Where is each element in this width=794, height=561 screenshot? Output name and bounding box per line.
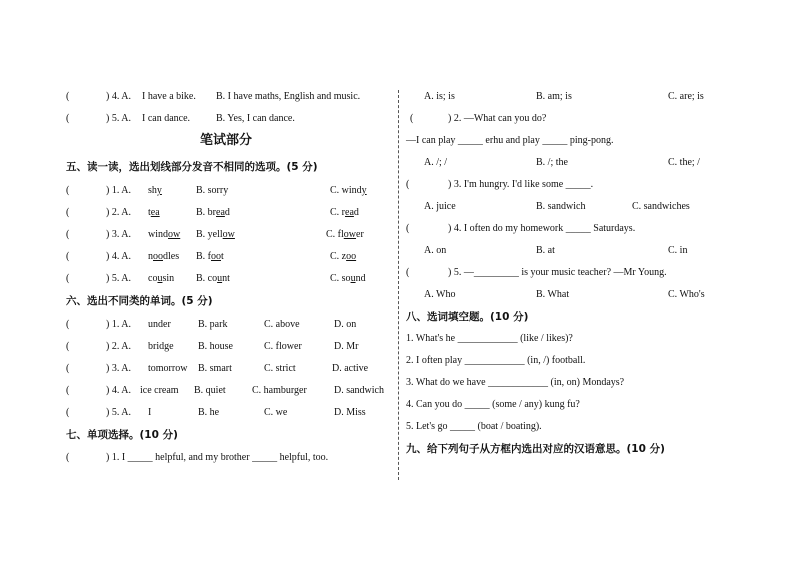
exam-page: ( ) 4. A. I have a bike. B. I have maths, English and music. ( ) 5. A. I can dance. B. Yes, I can dance. 笔试部分 五、读一读，选出划线部分发音不相同的选项。(5 分) ( ) 1. A. shy B. sorry C. windy ( ) 2. A. tea B. bread C. read ( ) 3. A. window B. yellow C. flower ( ) 4. A. noodles B. foot C. zoo ( ) 5. A. cousin B. count C. sound 六、选出不同类的单词。(5 分) ( ) 1. A. under B. park C. above D. on ( ) 2. A. bridge B. house C. flower D. Mr ( ) 3. A. tomorrow B. smart C. strict D. active ( ) 4. A. ice cream B. quiet C. hamburger D. sandwich ( ) 5. A. I B. he C. we D. Miss 七、单项选择。(10 分) ( ) 1. I _____ helpful, and my brother _____ helpful, too. A. is; is B. am; is C. are; is ( ) 2. —What can you do? —I can play _____ erhu and play _____ ping-pong. A. /; / B. /; the C. the; / ( ) 3. I'm hungry. I'd like some _____. A. juice B. sandwich C. sandwiches ( ) 4. I often do my homework _____ Saturdays. A. on B. at C. in ( ) 5. —_________ is your music teacher? —Mr Young. A. Who B. What C. Who's 八、选词填空题。(10 分) 1. What's he ____________ (like / likes)? 2. I often play ____________ (in, /) football. 3. What do we have ____________ (in, on) Mondays? 4. Can you do _____ (some / any) kung fu? 5. Let's go _____ (boat / boating). 九、给下列句子从方框内选出对应的汉语意思。(10 分): [0, 0, 794, 561]
section-9-header: 九、给下列句子从方框内选出对应的汉语意思。(10 分): [406, 443, 665, 455]
sec8-item-5: 5. Let's go _____ (boat / boating).: [406, 421, 542, 432]
section-8-header: 八、选词填空题。(10 分): [406, 311, 529, 323]
sec8-item-4: 4. Can you do _____ (some / any) kung fu?: [406, 399, 580, 410]
section-6-header: 六、选出不同类的单词。(5 分): [66, 295, 213, 307]
column-divider: [398, 90, 399, 480]
section-title: 笔试部分: [200, 133, 253, 148]
sec7-question-2-line2: —I can play _____ erhu and play _____ ping-pong.: [406, 135, 614, 146]
sec8-item-2: 2. I often play ____________ (in, /) football.: [406, 355, 586, 366]
section-5-header: 五、读一读，选出划线部分发音不相同的选项。(5 分): [66, 161, 318, 173]
sec8-item-3: 3. What do we have ____________ (in, on) Mondays?: [406, 377, 625, 388]
sec8-item-1: 1. What's he ____________ (like / likes)?: [406, 333, 573, 344]
section-7-header: 七、单项选择。(10 分): [66, 429, 178, 441]
